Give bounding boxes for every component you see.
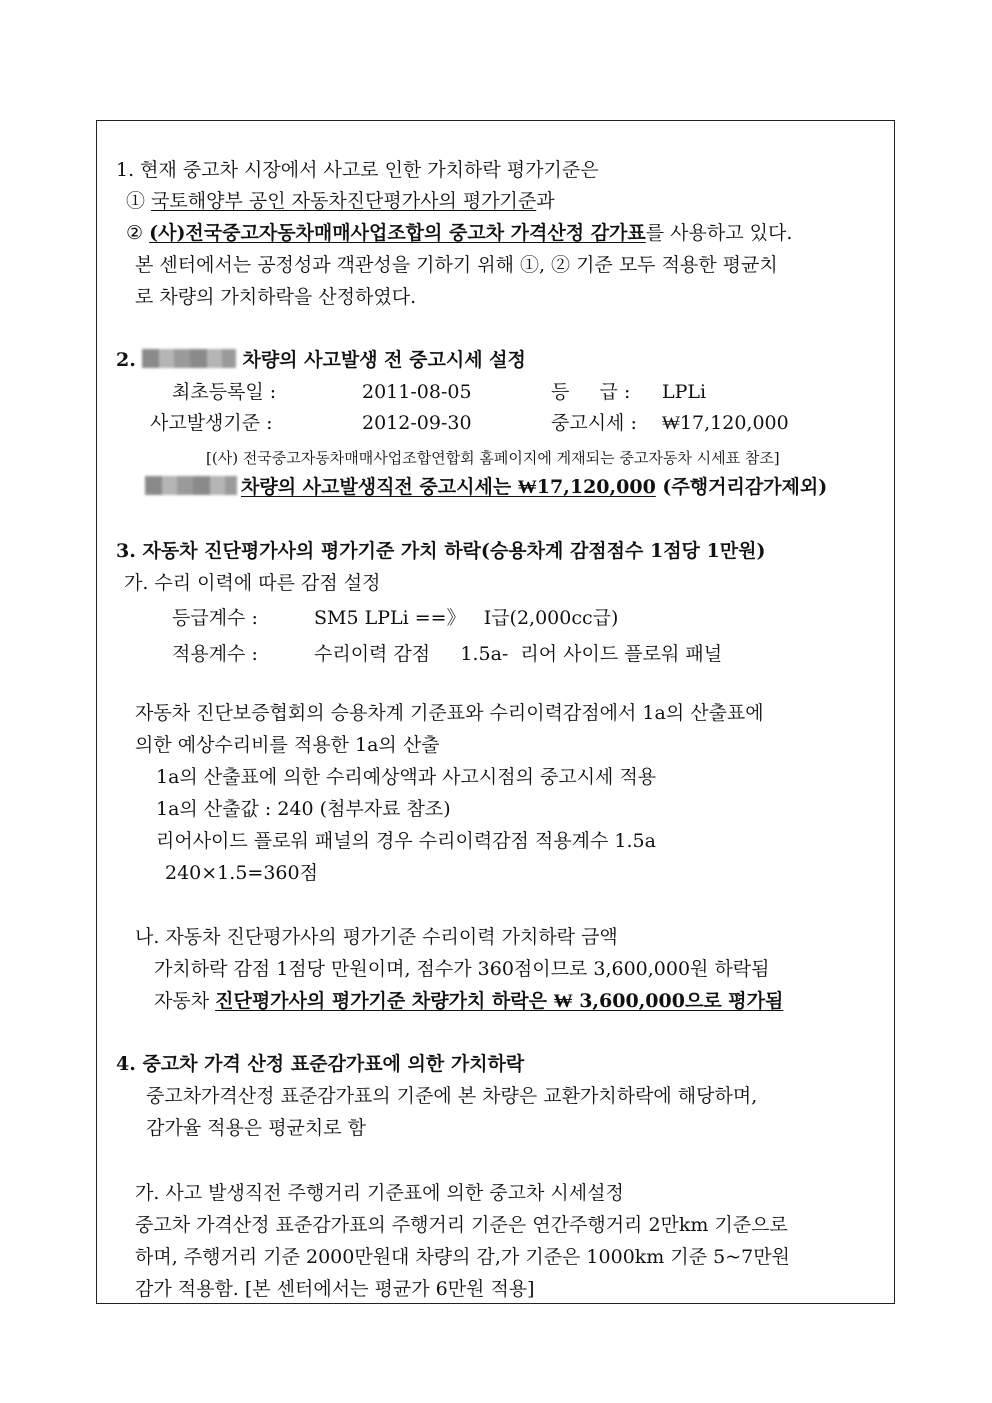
s3-na-line2-pre: 자동차 [154, 990, 210, 1012]
s2-reference-note: [(사) 전국중고자동차매매사업조합연합회 홈페이지에 게재되는 중고자동차 시세표 참조] [206, 449, 780, 467]
s1-para-line1: 본 센터에서는 공정성과 객관성을 기하기 위해 ①, ② 기준 모두 적용한 평균치 [135, 254, 778, 276]
grade-coef-label: 등급계수 : [172, 607, 258, 629]
s4-ga-line1: 중고차 가격산정 표준감가표의 주행거리 기준은 연간주행거리 2만km 기준으로 [135, 1214, 788, 1236]
s4-ga-line2: 하며, 주행거리 기준 2000만원대 차량의 감,가 기준은 1000km 기준 5~7만원 [135, 1246, 790, 1268]
s4-ga-line3: 감가 적용함. [본 센터에서는 평균가 6만원 적용] [135, 1278, 535, 1300]
s3-para-line3: 1a의 산출표에 의한 수리예상액과 사고시점의 중고시세 적용 [156, 766, 657, 788]
s3-na-heading: 나. 자동차 진단평가사의 평가기준 수리이력 가치하락 금액 [135, 926, 618, 948]
s4-ga-heading: 가. 사고 발생직전 주행거리 기준표에 의한 중고차 시세설정 [135, 1182, 624, 1204]
s1-item1-underlined: 국토해양부 공인 자동차진단평가사의 평가기준 [151, 190, 537, 212]
s2-title: 차량의 사고발생 전 중고시세 설정 [242, 349, 526, 371]
redacted-vehicle-id-2 [145, 476, 237, 495]
s1-item1-mark: ① [126, 190, 146, 212]
grade-value: LPLi [662, 381, 707, 403]
s3-na-line2-underlined: 진단평가사의 평가기준 차량가치 하락은 ₩ 3,600,000으로 평가됨 [215, 990, 784, 1012]
accident-date-value: 2012-09-30 [362, 412, 472, 434]
s1-item2-tail: 를 사용하고 있다. [645, 222, 793, 244]
s4-para-line2: 감가율 적용은 평균치로 함 [146, 1117, 367, 1139]
s2-summary-tail: (주행거리감가제외) [662, 476, 828, 498]
reg-date-label: 최초등록일 : [172, 381, 277, 403]
apply-coef-label: 적용계수 : [172, 643, 258, 665]
accident-date-label: 사고발생기준 : [150, 412, 273, 434]
market-price-label: 중고시세 : [551, 412, 637, 434]
s2-number: 2. [116, 349, 136, 371]
redacted-vehicle-id [142, 349, 236, 368]
s3-ga-heading: 가. 수리 이력에 따른 감점 설정 [124, 572, 381, 594]
s1-item1 [126, 189, 555, 213]
s1-title: 1. 현재 중고차 시장에서 사고로 인한 가치하락 평가기준은 [116, 159, 599, 181]
s1-item2 [126, 221, 792, 245]
grade-coef-value: SM5 LPLi ==》 Ⅰ급(2,000cc급) [314, 607, 619, 629]
s2-summary-text: 차량의 사고발생직전 중고시세는 ₩17,120,000 [241, 476, 656, 498]
s3-para-line6: 240×1.5=360점 [165, 862, 318, 884]
market-price-value: ₩17,120,000 [662, 412, 789, 434]
apply-coef-value: 수리이력 감점 1.5a- 리어 사이드 플로워 패널 [314, 643, 723, 665]
grade-label: 등 급 : [551, 381, 631, 403]
s3-na-line1: 가치하락 감점 1점당 만원이며, 점수가 360점이므로 3,600,000원 하락됨 [154, 958, 770, 980]
s3-para-line4: 1a의 산출값 : 240 (첨부자료 참조) [156, 798, 451, 820]
s2-title-line [116, 348, 526, 372]
s2-summary [145, 475, 827, 499]
s2-summary-underlined [145, 476, 656, 498]
s3-para-line1: 자동차 진단보증협회의 승용차계 기준표와 수리이력감점에서 1a의 산출표에 [135, 702, 764, 724]
s1-item2-mark: ② [126, 222, 144, 244]
s4-para-line1: 중고차가격산정 표준감가표의 기준에 본 차량은 교환가치하락에 해당하며, [146, 1085, 758, 1107]
s1-item2-underlined: (사)전국중고자동차매매사업조합의 중고차 가격산정 감가표 [149, 222, 646, 244]
s4-title: 4. 중고차 가격 산정 표준감가표에 의한 가치하락 [116, 1053, 525, 1075]
s3-para-line2: 의한 예상수리비를 적용한 1a의 산출 [135, 734, 440, 756]
s1-para-line2: 로 차량의 가치하락을 산정하였다. [135, 286, 417, 308]
s1-item1-tail: 과 [536, 190, 555, 212]
s3-title: 3. 자동차 진단평가사의 평가기준 가치 하락(승용차계 감점점수 1점당 1만원) [116, 540, 766, 562]
reg-date-value: 2011-08-05 [362, 381, 472, 403]
s3-na-line2 [154, 989, 783, 1013]
s3-para-line5: 리어사이드 플로워 패널의 경우 수리이력감점 적용계수 1.5a [156, 830, 656, 852]
